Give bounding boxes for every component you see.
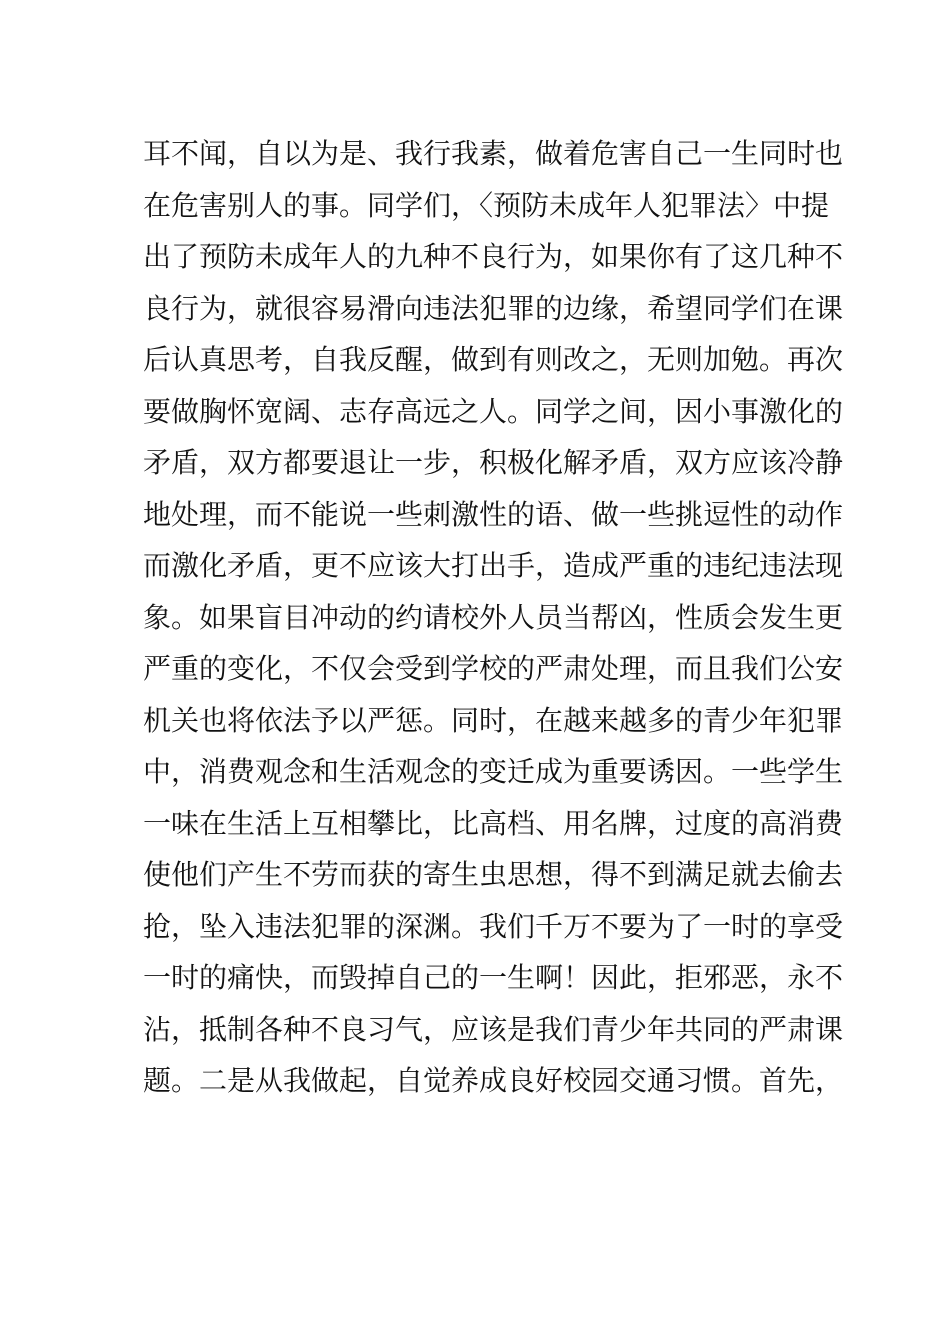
text-line: 使他们产生不劳而获的寄生虫思想，得不到满足就去偷去 <box>143 858 844 891</box>
text-line: 良行为，就很容易滑向违法犯罪的边缘，希望同学们在课 <box>143 291 844 325</box>
text-line: 后认真思考，自我反醒，做到有则改之，无则加勉。再次 <box>143 343 844 376</box>
text-line: 矛盾，双方都要退让一步，积极化解矛盾，双方应该冷静 <box>143 446 844 479</box>
text-line: 出了预防未成年人的九种不良行为，如果你有了这几种不 <box>143 240 844 273</box>
text-line: 严重的变化，不仅会受到学校的严肃处理，而且我们公安 <box>143 652 844 685</box>
text-line: 耳不闻，自以为是、我行我素，做着危害自己一生同时也 <box>143 137 844 170</box>
text-line: 沾，抵制各种不良习气，应该是我们青少年共同的严肃课 <box>143 1012 844 1046</box>
text-line: 一时的痛快，而毁掉自己的一生啊！因此，拒邪恶，永不 <box>143 961 844 994</box>
text-line: 一味在生活上互相攀比，比高档、用名牌，过度的高消费 <box>143 806 844 840</box>
text-line: 而激化矛盾，更不应该大打出手，造成严重的违纪违法现 <box>143 549 844 582</box>
text-line: 机关也将依法予以严惩。同时，在越来越多的青少年犯罪 <box>143 703 844 737</box>
text-line: 题。二是从我做起，自觉养成良好校园交通习惯。首先， <box>143 1064 844 1097</box>
text-line: 抢，坠入违法犯罪的深渊。我们千万不要为了一时的享受 <box>143 909 844 943</box>
body-text <box>143 128 843 1107</box>
text-line: 要做胸怀宽阔、志存高远之人。同学之间，因小事激化的 <box>143 394 844 428</box>
text-line: 中，消费观念和生活观念的变迁成为重要诱因。一些学生 <box>143 755 844 788</box>
text-line: 在危害别人的事。同学们，〈预防未成年人犯罪法〉中提 <box>143 188 830 222</box>
text-line: 象。如果盲目冲动的约请校外人员当帮凶，性质会发生更 <box>143 600 844 634</box>
text-line: 地处理，而不能说一些刺激性的语、做一些挑逗性的动作 <box>143 497 844 531</box>
